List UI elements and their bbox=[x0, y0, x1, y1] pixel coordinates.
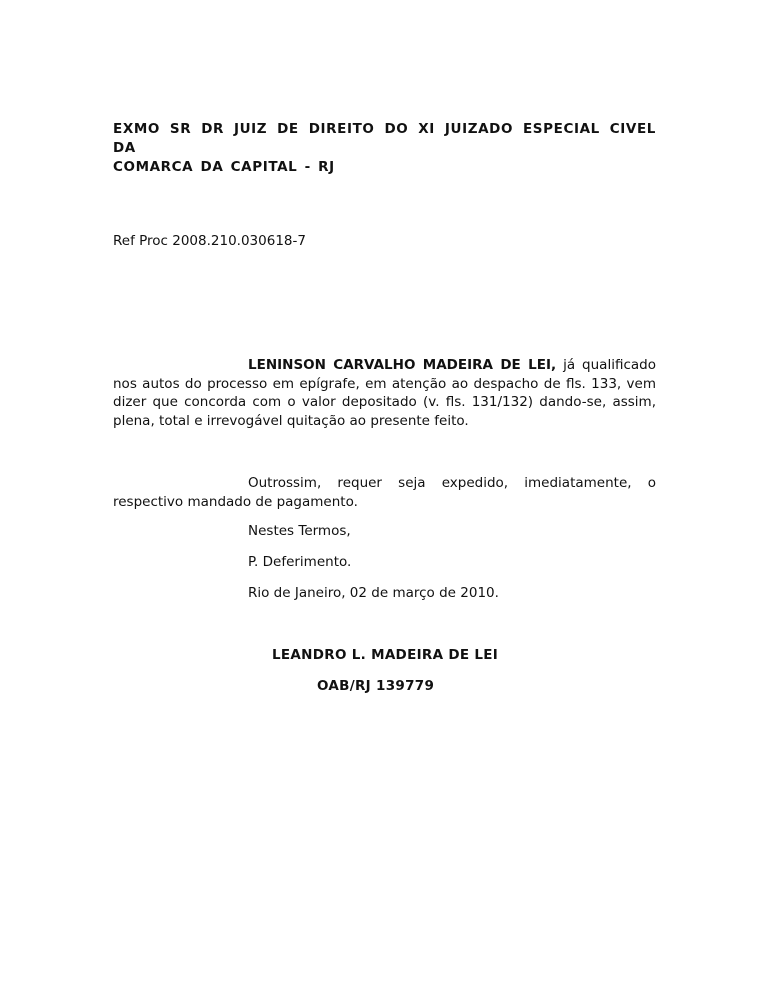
signature-oab-number: OAB/RJ 139779 bbox=[317, 678, 435, 694]
addressee-line-1: EXMO SR DR JUIZ DE DIREITO DO XI JUIZADO ESPECIAL CIVEL DA bbox=[113, 121, 656, 156]
addressee-heading bbox=[113, 120, 656, 177]
addressee-line-2: COMARCA DA CAPITAL - RJ bbox=[113, 159, 335, 175]
party-name: LENINSON CARVALHO MADEIRA DE LEI, bbox=[248, 357, 557, 373]
paragraph-acceptance-text: já qualificado nos autos do processo em epígrafe, em atenção ao despacho de fls. 133, vem dizer que concorda com o valor depositado (v. fls. 131/132) dando-se, assim, plena, total e irrevogável quitação ao presente feito. bbox=[113, 357, 656, 429]
paragraph-acceptance bbox=[113, 356, 656, 430]
closing-terms: Nestes Termos, bbox=[248, 523, 351, 539]
signature-name: LEANDRO L. MADEIRA DE LEI bbox=[272, 647, 499, 663]
paragraph-request: Outrossim, requer seja expedido, imediatamente, o respectivo mandado de pagamento. bbox=[113, 475, 656, 510]
closing-request: P. Deferimento. bbox=[248, 554, 352, 570]
place-and-date: Rio de Janeiro, 02 de março de 2010. bbox=[248, 585, 499, 601]
process-reference: Ref Proc 2008.210.030618-7 bbox=[113, 233, 306, 249]
